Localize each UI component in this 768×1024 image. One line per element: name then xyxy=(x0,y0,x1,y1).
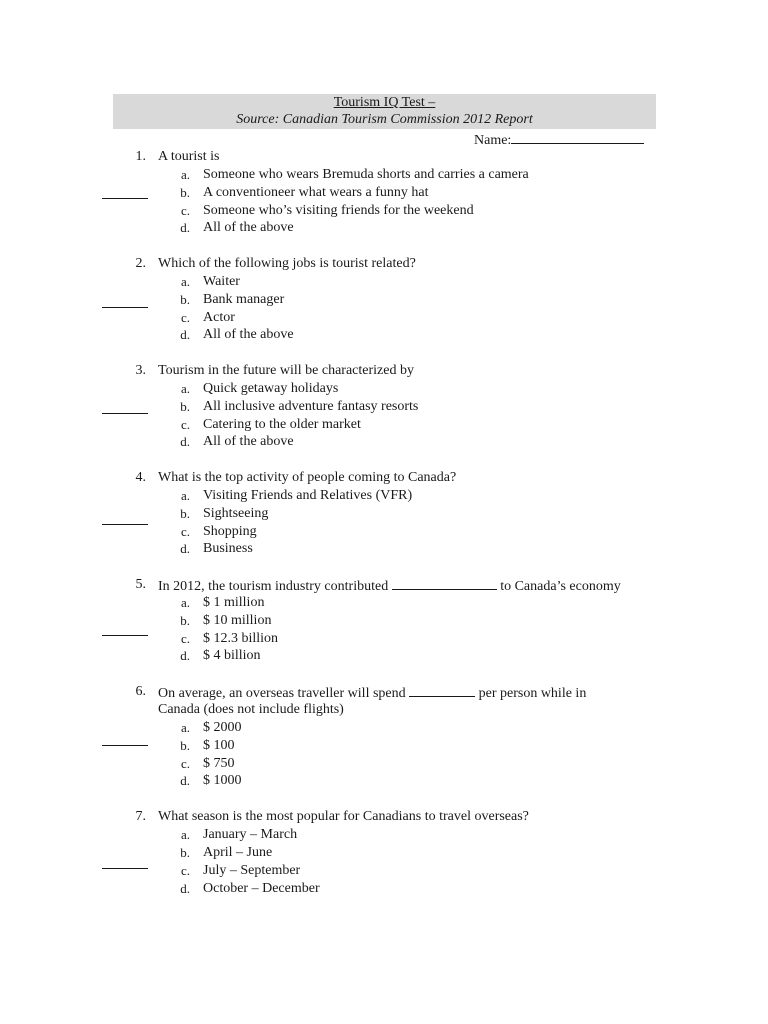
answer-blank[interactable] xyxy=(102,635,148,636)
option-text: Visiting Friends and Relatives (VFR) xyxy=(203,488,413,503)
option-text: Someone who’s visiting friends for the weekend xyxy=(203,203,474,218)
answer-blank[interactable] xyxy=(102,745,148,746)
answer-blank[interactable] xyxy=(102,413,148,414)
option-text: Quick getaway holidays xyxy=(203,381,339,396)
inline-blank[interactable] xyxy=(392,576,497,590)
option-letter: b. xyxy=(180,399,190,414)
option-letter: d. xyxy=(180,541,190,556)
answer-blank[interactable] xyxy=(102,307,148,308)
question-number: 4. xyxy=(135,470,146,485)
option-letter: b. xyxy=(180,185,190,200)
option-letter: a. xyxy=(180,167,190,182)
page-title: Tourism IQ Test – xyxy=(333,95,436,110)
answer-blank[interactable] xyxy=(102,198,148,199)
question-number: 3. xyxy=(135,363,146,378)
name-field[interactable] xyxy=(474,130,644,149)
option-letter: a. xyxy=(180,595,190,610)
option-text: October – December xyxy=(203,881,320,896)
option-letter: a. xyxy=(180,381,190,396)
option-letter: b. xyxy=(180,845,190,860)
option-letter: d. xyxy=(180,773,190,788)
question-text-after: to Canada’s economy xyxy=(500,579,621,594)
question-number: 7. xyxy=(135,809,146,824)
option-letter: b. xyxy=(180,738,190,753)
option-text: $ 2000 xyxy=(203,720,242,735)
option-letter: c. xyxy=(180,203,190,218)
option-text: Actor xyxy=(203,310,235,325)
option-letter: d. xyxy=(180,434,190,449)
option-letter: c. xyxy=(180,756,190,771)
option-text: $ 1 million xyxy=(203,595,265,610)
question-number: 5. xyxy=(135,577,146,592)
question-number: 2. xyxy=(135,256,146,271)
option-text: $ 100 xyxy=(203,738,235,753)
option-text: Waiter xyxy=(203,274,240,289)
question-number: 1. xyxy=(135,149,146,164)
option-letter: a. xyxy=(180,488,190,503)
option-letter: d. xyxy=(180,220,190,235)
option-letter: a. xyxy=(180,274,190,289)
question-text: What season is the most popular for Canadians to travel overseas? xyxy=(158,809,529,824)
question-text-after: per person while in xyxy=(478,686,587,701)
option-letter: c. xyxy=(180,863,190,878)
question-text xyxy=(158,576,621,595)
answer-blank[interactable] xyxy=(102,524,148,525)
option-text: $ 10 million xyxy=(203,613,272,628)
option-letter: a. xyxy=(180,827,190,842)
answer-blank[interactable] xyxy=(102,868,148,869)
option-text: $ 12.3 billion xyxy=(203,631,279,646)
option-text: All of the above xyxy=(203,327,294,342)
option-text: All of the above xyxy=(203,220,294,235)
option-text: $ 750 xyxy=(203,756,235,771)
question-text: Tourism in the future will be characterized by xyxy=(158,363,414,378)
option-text: Sightseeing xyxy=(203,506,269,521)
option-letter: b. xyxy=(180,613,190,628)
option-letter: d. xyxy=(180,327,190,342)
option-text: $ 1000 xyxy=(203,773,242,788)
option-letter: d. xyxy=(180,648,190,663)
name-line[interactable] xyxy=(511,130,644,144)
option-letter: b. xyxy=(180,506,190,521)
page-subtitle: Source: Canadian Tourism Commission 2012 Report xyxy=(236,112,533,127)
option-text: All of the above xyxy=(203,434,294,449)
option-text: Business xyxy=(203,541,253,556)
option-letter: c. xyxy=(180,417,190,432)
option-letter: b. xyxy=(180,292,190,307)
question-text-before: On average, an overseas traveller will spend xyxy=(158,686,406,701)
option-text: Shopping xyxy=(203,524,257,539)
inline-blank[interactable] xyxy=(409,683,475,697)
option-text: Bank manager xyxy=(203,292,285,307)
option-letter: d. xyxy=(180,881,190,896)
option-letter: a. xyxy=(180,720,190,735)
option-text: A conventioneer what wears a funny hat xyxy=(203,185,429,200)
option-text: Someone who wears Bremuda shorts and carries a camera xyxy=(203,167,529,182)
option-letter: c. xyxy=(180,524,190,539)
option-letter: c. xyxy=(180,310,190,325)
question-text: Which of the following jobs is tourist related? xyxy=(158,256,416,271)
option-text: July – September xyxy=(203,863,301,878)
name-label: Name: xyxy=(474,133,512,148)
option-letter: c. xyxy=(180,631,190,646)
question-text xyxy=(158,683,586,702)
question-text: What is the top activity of people coming to Canada? xyxy=(158,470,457,485)
question-number: 6. xyxy=(135,684,146,699)
question-text: A tourist is xyxy=(158,149,220,164)
option-text: $ 4 billion xyxy=(203,648,261,663)
option-text: All inclusive adventure fantasy resorts xyxy=(203,399,419,414)
question-text-before: In 2012, the tourism industry contributed xyxy=(158,579,389,594)
option-text: April – June xyxy=(203,845,273,860)
option-text: Catering to the older market xyxy=(203,417,361,432)
question-text-line2: Canada (does not include flights) xyxy=(158,702,344,717)
option-text: January – March xyxy=(203,827,298,842)
